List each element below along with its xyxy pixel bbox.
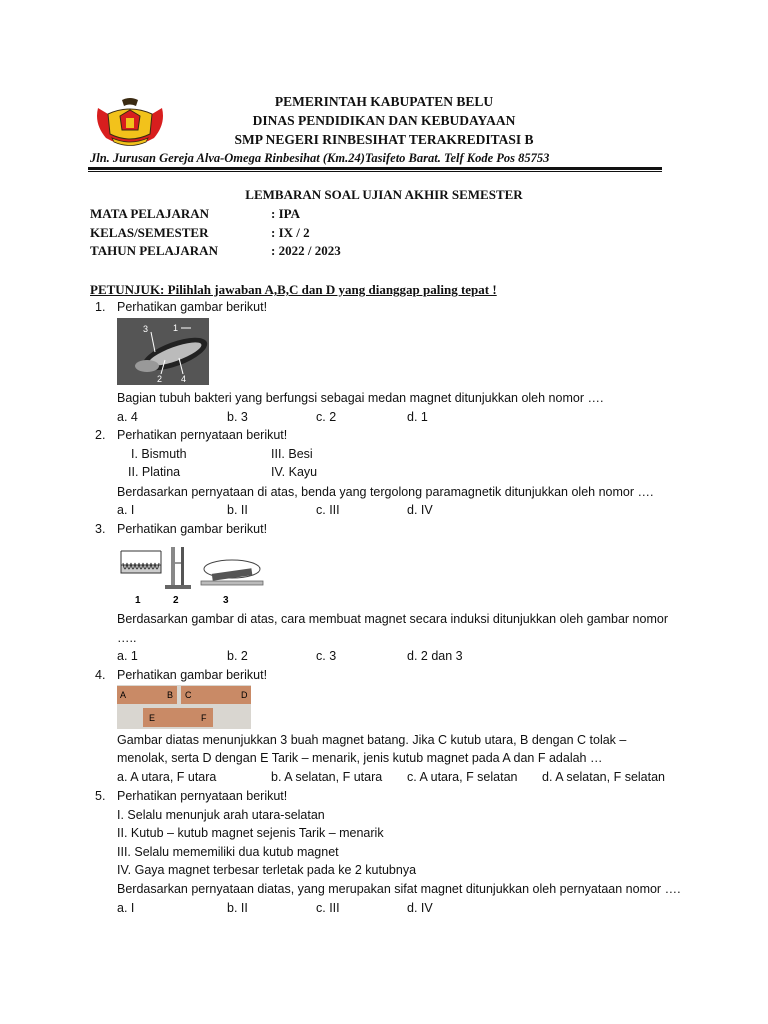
question-prompt: Perhatikan gambar berikut! [117, 300, 268, 314]
statement: I. Bismuth [131, 447, 187, 461]
figure-label: 2 [173, 595, 179, 606]
meta-label-subject: MATA PELAJARAN [90, 206, 210, 221]
option-c[interactable]: c. III [316, 503, 340, 517]
question-text-cont: ….. [117, 631, 137, 645]
magnet-label: F [201, 713, 207, 723]
question-prompt: Perhatikan gambar berikut! [117, 522, 268, 536]
magnet-label: C [185, 690, 192, 700]
statement: I. Selalu menunjuk arah utara-selatan [117, 808, 325, 822]
figure-label: 3 [223, 595, 229, 606]
question-prompt: Perhatikan pernyataan berikut! [117, 428, 288, 442]
option-c[interactable]: c. III [316, 901, 340, 915]
question-number: 5. [95, 789, 106, 803]
instruction: PETUNJUK: Pilihlah jawaban A,B,C dan D yang dianggap paling tepat ! [90, 282, 497, 297]
option-c[interactable]: c. 3 [316, 649, 337, 663]
option-c[interactable]: c. 2 [316, 410, 337, 424]
option-d[interactable]: d. IV [407, 901, 433, 915]
meta-value-class: : IX / 2 [271, 225, 310, 240]
option-a[interactable]: a. 1 [117, 649, 138, 663]
figure-label: 3 [143, 324, 149, 334]
option-d[interactable]: d. 1 [407, 410, 428, 424]
question-number: 4. [95, 668, 106, 682]
option-b[interactable]: b. II [227, 503, 248, 517]
option-a[interactable]: a. A utara, F utara [117, 770, 217, 784]
magnet-label: B [167, 690, 174, 700]
meta-label-year: TAHUN PELAJARAN [90, 243, 218, 258]
bar-magnets-figure [117, 685, 251, 729]
option-b[interactable]: b. 3 [227, 410, 248, 424]
question-text: Berdasarkan pernyataan di atas, benda yang tergolong paramagnetik ditunjukkan oleh nomor …. [117, 485, 654, 499]
header-rule-thick [88, 167, 662, 170]
bacteria-figure [117, 318, 209, 385]
statement: III. Besi [271, 447, 313, 461]
option-d[interactable]: d. IV [407, 503, 433, 517]
statement: III. Selalu mememiliki dua kutub magnet [117, 845, 339, 859]
question-text: Bagian tubuh bakteri yang berfungsi sebagai medan magnet ditunjukkan oleh nomor …. [117, 391, 604, 405]
statement: II. Platina [128, 465, 181, 479]
magnet-label: D [241, 690, 248, 700]
meta-label-class: KELAS/SEMESTER [90, 225, 209, 240]
option-b[interactable]: b. II [227, 901, 248, 915]
question-number: 2. [95, 428, 106, 442]
question-number: 1. [95, 300, 106, 314]
statement: IV. Kayu [271, 465, 318, 479]
magnet-label: E [149, 713, 156, 723]
question-text: Gambar diatas menunjukkan 3 buah magnet batang. Jika C kutub utara, B dengan C tolak – [117, 733, 627, 747]
header-rule-thin [88, 171, 662, 172]
question-text-cont: menolak, serta D dengan E Tarik – menarik, jenis kutub magnet pada A dan F adalah … [117, 751, 603, 765]
statement: IV. Gaya magnet terbesar terletak pada ke 2 kutubnya [117, 863, 417, 877]
magnet-label: A [120, 690, 127, 700]
magnetization-figure [117, 545, 267, 607]
option-a[interactable]: a. 4 [117, 410, 138, 424]
question-text: Berdasarkan pernyataan diatas, yang merupakan sifat magnet ditunjukkan oleh pernyataan nomor …. [117, 882, 681, 896]
header-address: Jln. Jurusan Gereja Alva-Omega Rinbesihat (Km.24)Tasifeto Barat. Telf Kode Pos 85753 [90, 151, 550, 165]
question-text: Berdasarkan gambar di atas, cara membuat magnet secara induksi ditunjukkan oleh gambar nomor [117, 612, 668, 626]
option-b[interactable]: b. A selatan, F utara [271, 770, 383, 784]
meta-value-subject: : IPA [271, 206, 301, 221]
header-government: PEMERINTAH KABUPATEN BELU [274, 94, 494, 109]
meta-value-year: : 2022 / 2023 [271, 243, 341, 258]
question-number: 3. [95, 522, 106, 536]
option-d[interactable]: d. 2 dan 3 [407, 649, 463, 663]
option-c[interactable]: c. A utara, F selatan [407, 770, 518, 784]
figure-label: 1 [173, 323, 179, 333]
exam-title: LEMBARAN SOAL UJIAN AKHIR SEMESTER [245, 187, 523, 202]
figure-label: 2 [157, 374, 163, 384]
header-department: DINAS PENDIDIKAN DAN KEBUDAYAAN [252, 113, 516, 128]
figure-label: 1 [135, 595, 141, 606]
question-prompt: Perhatikan gambar berikut! [117, 668, 268, 682]
statement: II. Kutub – kutub magnet sejenis Tarik – menarik [117, 826, 384, 840]
question-prompt: Perhatikan pernyataan berikut! [117, 789, 288, 803]
option-d[interactable]: d. A selatan, F selatan [542, 770, 665, 784]
option-a[interactable]: a. I [117, 901, 135, 915]
option-b[interactable]: b. 2 [227, 649, 248, 663]
header-school: SMP NEGERI RINBESIHAT TERAKREDITASI B [234, 132, 534, 147]
option-a[interactable]: a. I [117, 503, 135, 517]
figure-label: 4 [181, 374, 187, 384]
